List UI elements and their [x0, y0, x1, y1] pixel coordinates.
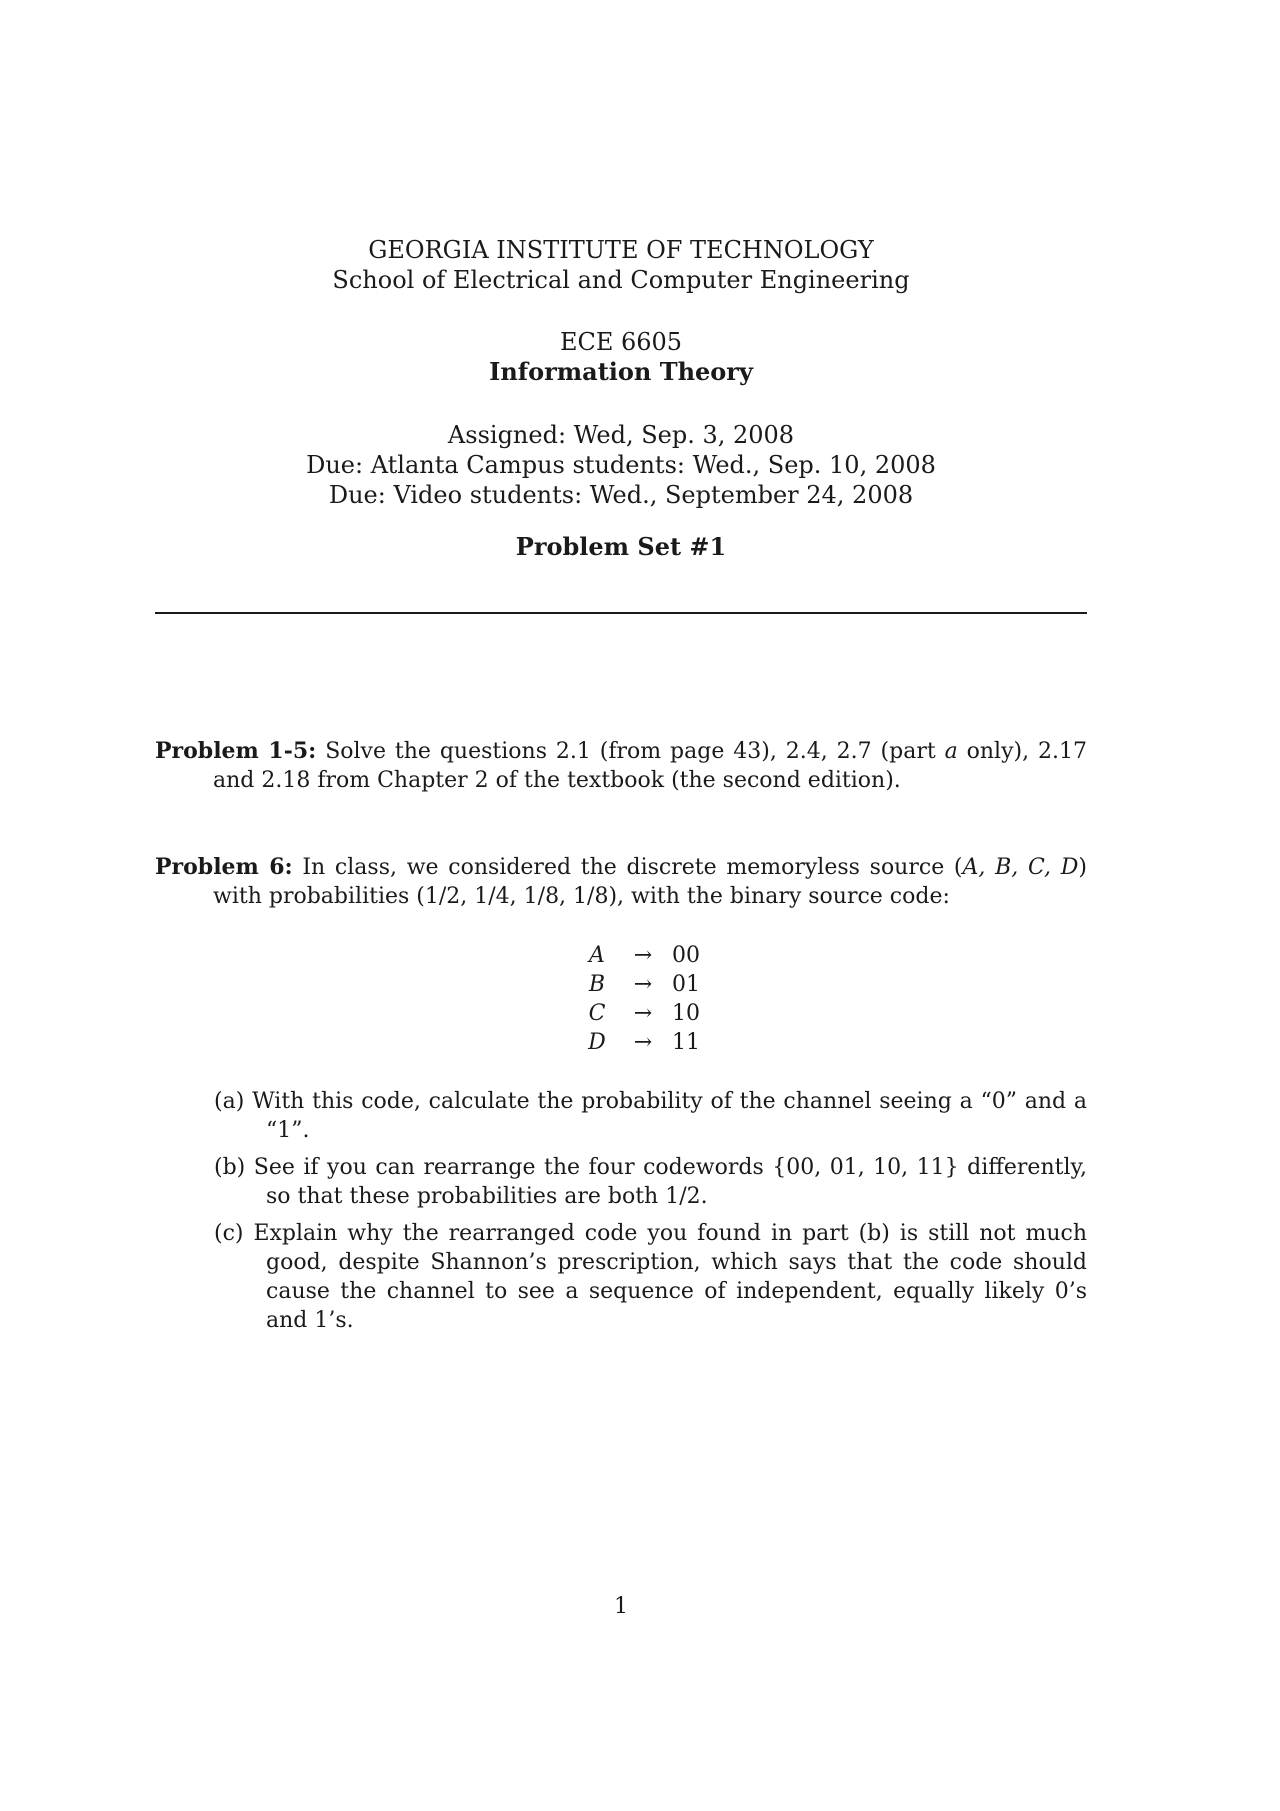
- code-row: [580, 1028, 712, 1057]
- problem-1-5-italic-a: a: [944, 739, 958, 764]
- problem-set-title: Problem Set #1: [515, 532, 727, 561]
- problem-6-intro-part2: ) with probabilities (1/2, 1/4, 1/8, 1/8), with the binary source code:: [213, 855, 1087, 909]
- institution-name: GEORGIA INSTITUTE OF TECHNOLOGY: [368, 236, 874, 264]
- codeword: 11: [672, 1030, 700, 1055]
- course-code: ECE 6605: [559, 328, 683, 356]
- code-row: [580, 941, 712, 970]
- problem-1-5: [155, 737, 1087, 795]
- problem-6-part-a: [214, 1087, 1087, 1145]
- codeword: 10: [672, 1001, 700, 1026]
- problem-6-parts: [214, 1087, 1087, 1343]
- code-symbol: D: [588, 1030, 606, 1055]
- problem-6-source-symbols: A, B, C, D: [962, 855, 1079, 880]
- page-number: 1: [614, 1594, 628, 1619]
- code-row: [580, 999, 712, 1028]
- problem-1-5-text-part2: only), 2.17 and 2.18 from Chapter 2 of the textbook (the second edition).: [213, 739, 1087, 793]
- right-arrow-icon: →: [633, 1030, 653, 1055]
- due-date-video: Due: Video students: Wed., September 24, 2008: [328, 481, 914, 509]
- due-date-atlanta: Due: Atlanta Campus students: Wed., Sep. 10, 2008: [306, 451, 936, 479]
- codeword: 00: [672, 943, 700, 968]
- problem-1-5-text: [155, 737, 1087, 795]
- assigned-date: Assigned: Wed, Sep. 3, 2008: [447, 421, 795, 449]
- right-arrow-icon: →: [633, 972, 653, 997]
- course-title: Information Theory: [489, 357, 753, 386]
- code-symbol: C: [588, 1001, 606, 1026]
- code-table: [580, 941, 712, 1057]
- problem-6: [155, 853, 1087, 911]
- part-text: See if you can rearrange the four codewords {00, 01, 10, 11} differently, so that these probabilities are both 1/2.: [253, 1155, 1087, 1209]
- codeword: 01: [672, 972, 700, 997]
- part-label: (a): [214, 1089, 245, 1114]
- part-label: (c): [214, 1221, 244, 1246]
- problem-1-5-text-part1: Solve the questions 2.1 (from page 43), 2.4, 2.7 (part: [316, 739, 945, 764]
- right-arrow-icon: →: [633, 943, 653, 968]
- part-text: With this code, calculate the probability of the channel seeing a “0” and a “1”.: [252, 1089, 1087, 1143]
- problem-6-intro-part1: In class, we considered the discrete memoryless source (: [292, 855, 963, 880]
- problem-6-intro: [155, 853, 1087, 911]
- problem-1-5-label: Problem 1-5:: [155, 738, 317, 764]
- problem-6-part-c: [214, 1219, 1087, 1335]
- school-name: School of Electrical and Computer Engineering: [332, 266, 910, 294]
- problem-6-part-b: [214, 1153, 1087, 1211]
- horizontal-rule: [155, 612, 1087, 614]
- code-symbol: B: [588, 972, 606, 997]
- part-text: Explain why the rearranged code you found in part (b) is still not much good, despite Shannon’s prescription, which says that the code should cause the channel to see a sequence of independent, equally likely 0’s and 1’s.: [253, 1221, 1087, 1333]
- code-row: [580, 970, 712, 999]
- problem-6-label: Problem 6:: [155, 854, 293, 880]
- part-label: (b): [214, 1155, 246, 1180]
- code-symbol: A: [589, 943, 605, 968]
- right-arrow-icon: →: [633, 1001, 653, 1026]
